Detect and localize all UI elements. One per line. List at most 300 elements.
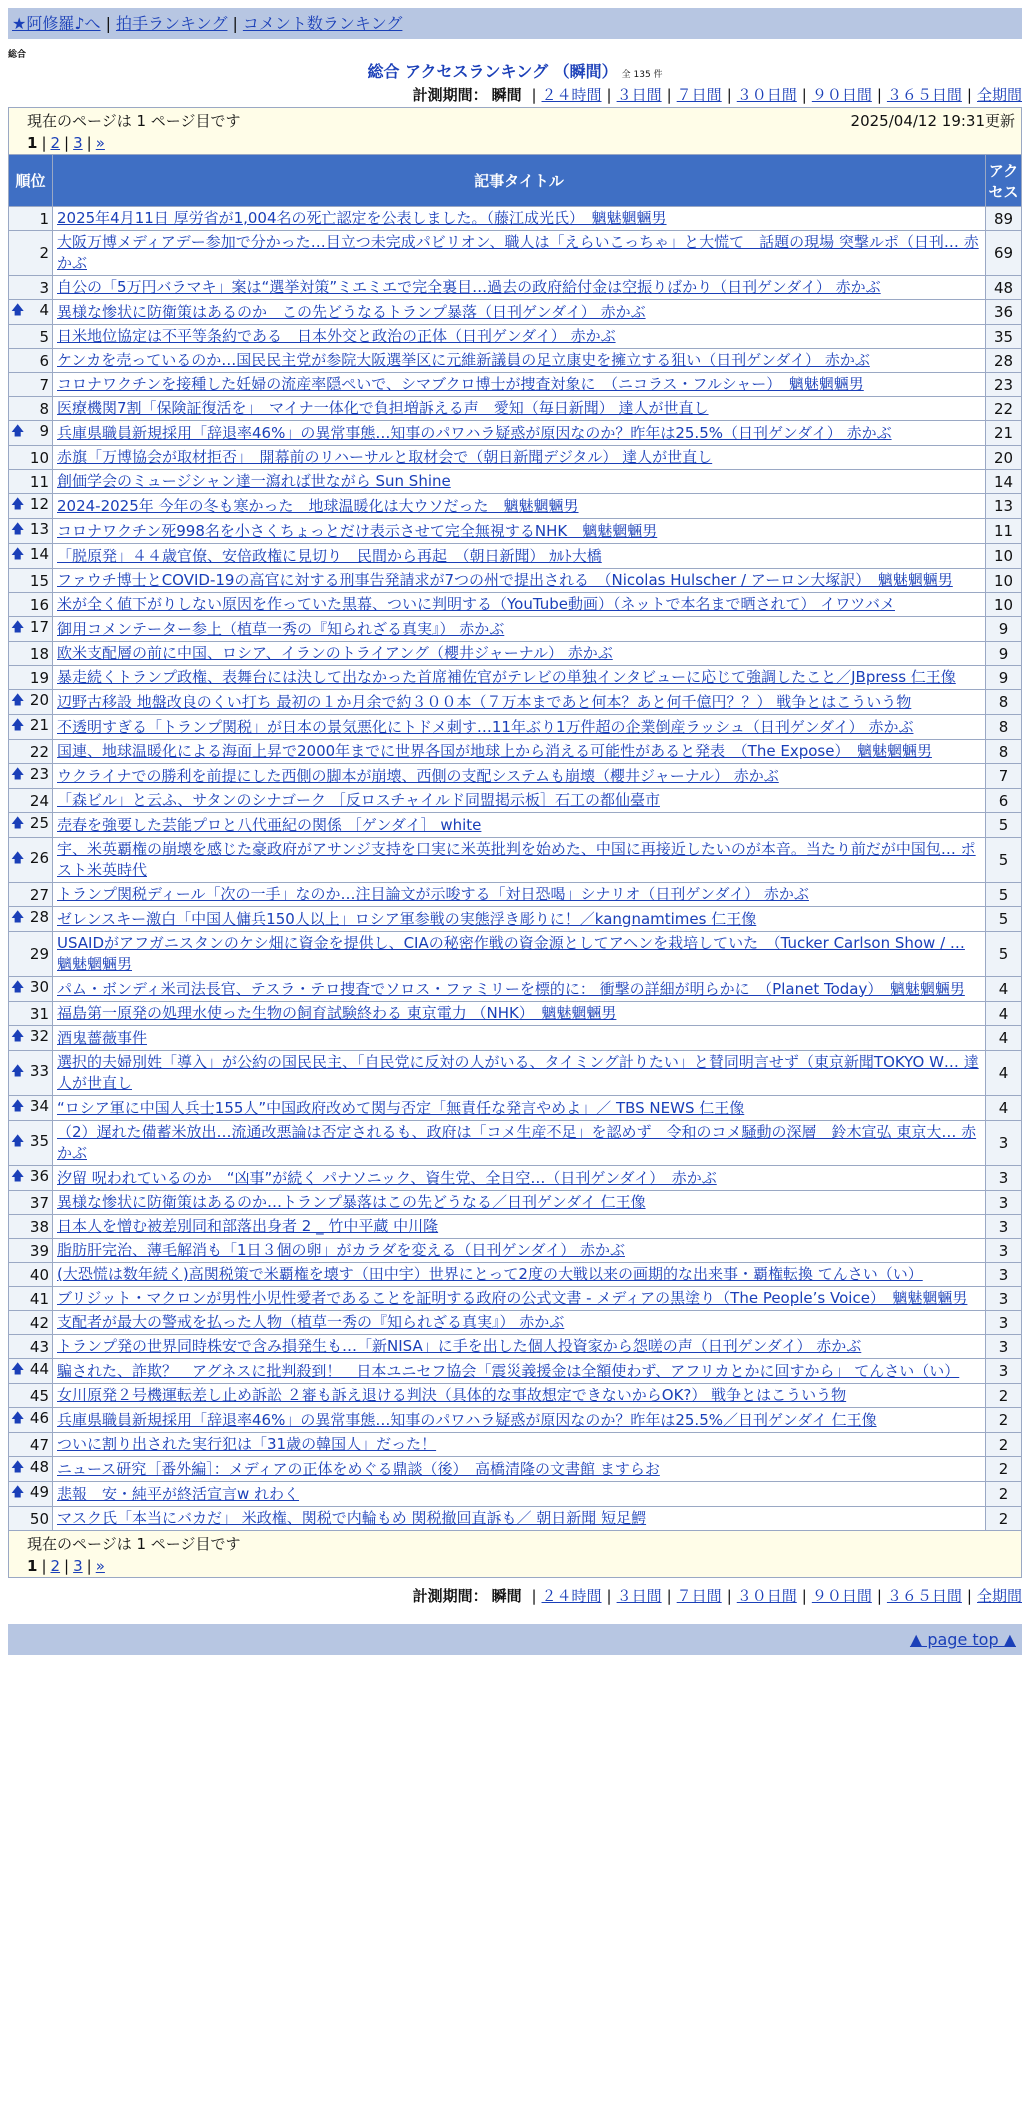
up-arrow-icon: 🡅 (11, 1362, 25, 1377)
title-cell (53, 1335, 986, 1359)
title-cell (53, 1311, 986, 1335)
article-link[interactable]: 脂肪肝完治、薄毛解消も「1日３個の卵」がカラダを変える（日刊ゲンダイ） 赤かぶ (57, 1241, 625, 1259)
article-link[interactable]: トランプ関税ディール「次の一手」なのか…注目論文が示唆する「対日恐喝」シナリオ（日刊ゲンダイ） 赤かぶ (57, 885, 809, 903)
rank-number: 35 (29, 1132, 49, 1150)
article-link[interactable]: 異様な惨状に防衛策はあるのか…トランプ暴落はこの先どうなる／日刊ゲンダイ 仁王像 (57, 1193, 646, 1211)
period-link[interactable]: ３日間 (616, 1587, 662, 1605)
access-count: 69 (986, 231, 1022, 276)
access-count: 89 (986, 207, 1022, 231)
title-cell (53, 690, 986, 715)
pager-bottom (9, 1531, 1022, 1578)
article-link[interactable]: 自公の「5万円バラマキ」案は“選挙対策”ミエミエで完全裏目…過去の政府給付金は空振りばかり（日刊ゲンダイ） 赤かぶ (57, 278, 881, 296)
title-cell (53, 1215, 986, 1239)
period-link[interactable]: ３０日間 (736, 1587, 797, 1605)
article-link[interactable]: 欧米支配層の前に中国、ロシア、イランのトライアング（櫻井ジャーナル） 赤かぶ (57, 644, 613, 662)
period-separator: | (531, 86, 537, 104)
table-row (9, 1482, 1022, 1507)
article-link[interactable]: 宇、米英覇権の崩壊を感じた豪政府がアサンジ支持を口実に米英批判を始めた、中国に再接近したいのが本音。当たり前だが中国包… ポスト米英時代 (57, 840, 976, 879)
rank-number: 13 (29, 520, 49, 538)
rank-number: 33 (29, 1062, 49, 1080)
period-link[interactable]: ９０日間 (811, 1587, 872, 1605)
nav-separator: | (232, 14, 238, 33)
title-cell (53, 1408, 986, 1433)
period-label: 計測期間： (412, 86, 488, 104)
up-arrow-icon: 🡅 (11, 718, 25, 733)
title-cell (53, 1359, 986, 1384)
access-count: 36 (986, 300, 1022, 325)
rank-number: 6 (39, 351, 49, 370)
table-row (9, 666, 1022, 690)
up-arrow-icon: 🡅 (11, 620, 25, 635)
title-cell (53, 1384, 986, 1408)
rank-cell (9, 1239, 53, 1263)
rank-cell (9, 1287, 53, 1311)
table-row (9, 764, 1022, 789)
rank-number: 23 (29, 765, 49, 783)
access-count: 14 (986, 470, 1022, 494)
pager-page-link[interactable]: 3 (73, 134, 83, 152)
period-current: 瞬間 (491, 1587, 522, 1605)
title-cell (53, 1433, 986, 1457)
rank-number: 50 (29, 1509, 49, 1528)
access-count: 5 (986, 838, 1022, 883)
article-link[interactable]: 「脱原発」４４歳官僚、安倍政権に見切り 民間から再起 （朝日新聞） ｶﾙﾄ大橋 (57, 546, 602, 565)
title-cell (53, 1002, 986, 1026)
title-cell (53, 666, 986, 690)
rank-number: 3 (39, 278, 49, 297)
rank-cell (9, 1359, 53, 1384)
article-link[interactable]: 辺野古移設 地盤改良のくい打ち 最初の１か月余で約３００本（７万本まであと何本？あと何千億円？？） 戦争とはこういう物 (57, 692, 912, 711)
up-arrow-icon: 🡅 (11, 980, 25, 995)
title-cell (53, 349, 986, 373)
up-arrow-icon: 🡅 (11, 522, 25, 537)
article-link[interactable]: ウクライナでの勝利を前提にした西側の脚本が崩壊、西側の支配システムも崩壊（櫻井ジャーナル） 赤かぶ (57, 766, 779, 785)
period-separator: | (606, 1587, 612, 1605)
rank-number: 20 (29, 691, 49, 709)
article-link[interactable]: 赤旗「万博協会が取材拒否」 開幕前のリハーサルと取材会で（朝日新聞デジタル） 達人が世直し (57, 448, 713, 466)
article-link[interactable]: 騙された、詐欺？ アグネスに批判殺到！ 日本ユニセフ協会「震災義援金は全額使わず、アフリカとかに回すから」 てんさい（い） (57, 1361, 960, 1380)
article-link[interactable]: ニュース研究［番外編］：メディアの正体をめぐる鼎談（後） 高橋清隆の文書館 ますらお (57, 1459, 660, 1478)
article-link[interactable]: 悲報 安・純平が終活宣言w れわく (57, 1484, 300, 1503)
pager-separator: | (86, 1557, 92, 1575)
article-link[interactable]: 医療機関7割「保険証復活を」 マイナ一体化で負担増訴える声 愛知（毎日新聞） 達人が世直し (57, 399, 709, 417)
rank-cell (9, 1433, 53, 1457)
article-link[interactable]: （2）遅れた備蓄米放出…流通改悪論は否定されるも、政府は「コメ生産不足」を認めず 令和のコメ騒動の深層 鈴木宣弘 東京大… 赤かぶ (57, 1123, 977, 1162)
period-label: 計測期間： (412, 1587, 488, 1605)
rank-number: 40 (29, 1265, 49, 1284)
article-link[interactable]: コロナワクチンを接種した妊婦の流産率隠ぺいで、シマブクロ博士が捜査対象に （ニコラス・フルシャー） 魑魅魍魎男 (57, 375, 864, 393)
pager-current-page: 1 (27, 134, 38, 152)
pager-page-link[interactable]: 2 (50, 134, 61, 152)
article-link[interactable]: トランプ発の世界同時株安で含み損発生も…「新NISA」に手を出した個人投資家から怨嗟の声（日刊ゲンダイ） 赤かぶ (57, 1337, 862, 1355)
article-link[interactable]: 日米地位協定は不平等条約である 日本外交と政治の正体（日刊ゲンダイ） 赤かぶ (57, 327, 616, 345)
pager-separator: | (64, 1557, 70, 1575)
rank-number: 26 (29, 849, 49, 867)
rank-number: 16 (29, 595, 49, 614)
article-link[interactable]: 米が全く値下がりしない原因を作っていた黒幕、ついに判明する（YouTube動画）（ネットで本名まで晒されて） イワツバメ (57, 595, 895, 613)
title-cell (53, 1287, 986, 1311)
page-title (8, 61, 1022, 83)
title-cell (53, 300, 986, 325)
title-cell (53, 932, 986, 977)
rank-cell (9, 907, 53, 932)
rank-number: 22 (29, 742, 49, 761)
table-row (9, 544, 1022, 569)
table-row (9, 446, 1022, 470)
table-row (9, 1263, 1022, 1287)
access-count: 4 (986, 977, 1022, 1002)
article-link[interactable]: 「森ビル」と云ふ、サタンのシナゴーク ［反ロスチャイルド同盟掲示板］石工の都仙臺市 (57, 791, 660, 809)
period-link[interactable]: ３日間 (616, 86, 662, 104)
up-arrow-icon: 🡅 (11, 816, 25, 831)
total-count: 全 135 件 (621, 70, 663, 80)
rank-cell (9, 715, 53, 740)
table-row (9, 421, 1022, 446)
up-arrow-icon: 🡅 (11, 1134, 25, 1149)
table-row (9, 690, 1022, 715)
rank-number: 11 (29, 472, 49, 491)
category-label: 総合 (8, 50, 27, 60)
period-separator: | (801, 1587, 807, 1605)
up-arrow-icon: 🡅 (11, 767, 25, 782)
table-row (9, 300, 1022, 325)
rank-cell (9, 617, 53, 642)
article-link[interactable]: USAIDがアフガニスタンのケシ畑に資金を提供し、CIAの秘密作戦の資金源としてアヘンを栽培していた （Tucker Carlson Show / … 魑魅魍魎男 (57, 934, 965, 973)
rank-cell (9, 470, 53, 494)
pager-status: 現在のページは 1 ページ目です (27, 1535, 241, 1553)
rank-number: 42 (29, 1313, 49, 1332)
rank-cell (9, 593, 53, 617)
rank-cell (9, 1384, 53, 1408)
page-top-link[interactable]: ▲ page top ▲ (909, 1630, 1016, 1649)
title-cell (53, 977, 986, 1002)
rank-cell (9, 1263, 53, 1287)
rank-number: 39 (29, 1241, 49, 1260)
period-separator: | (531, 1587, 537, 1605)
rank-cell (9, 740, 53, 764)
pager-current-page: 1 (27, 1557, 38, 1575)
rank-cell (9, 764, 53, 789)
article-link[interactable]: (大恐慌は数年続く)高関税策で米覇権を壊す（田中宇）世界にとって2度の大戦以来の画期的な出来事・覇権転換 てんさい（い） (57, 1265, 923, 1283)
title-cell (53, 1191, 986, 1215)
table-row (9, 932, 1022, 977)
title-cell (53, 1026, 986, 1051)
rank-number: 12 (29, 495, 49, 513)
period-link[interactable]: ９０日間 (811, 86, 872, 104)
comment-ranking-link[interactable]: コメント数ランキング (242, 14, 403, 33)
access-count: 3 (986, 1263, 1022, 1287)
rank-number: 27 (29, 885, 49, 904)
access-count: 28 (986, 349, 1022, 373)
access-count: 13 (986, 494, 1022, 519)
rank-number: 5 (39, 327, 49, 346)
article-link[interactable]: 暴走続くトランプ政権、表舞台には決して出なかった首席補佐官がテレビの単独インタビューに応じて強調したこと／JBpress 仁王像 (57, 668, 956, 686)
period-link[interactable]: ２４時間 (541, 1587, 602, 1605)
pager-next-link[interactable]: » (95, 1557, 105, 1575)
table-row (9, 231, 1022, 276)
article-link[interactable]: 2024-2025年 今年の冬も寒かった 地球温暖化は大ウソだった 魑魅魍魎男 (57, 496, 579, 515)
rank-number: 48 (29, 1458, 49, 1476)
rank-number: 43 (29, 1337, 49, 1356)
rank-cell (9, 397, 53, 421)
rank-number: 4 (39, 301, 49, 319)
title-cell (53, 740, 986, 764)
clap-ranking-link[interactable]: 拍手ランキング (115, 14, 228, 33)
rank-number: 17 (29, 618, 49, 636)
rank-cell (9, 231, 53, 276)
article-link[interactable]: “ロシア軍に中国人兵士155人”中国政府改めて関与否定「無責任な発言やめよ」／ TBS NEWS 仁王像 (57, 1098, 745, 1117)
up-arrow-icon: 🡅 (11, 1064, 25, 1079)
rank-cell (9, 1507, 53, 1531)
access-count: 2 (986, 1507, 1022, 1531)
title-cell (53, 470, 986, 494)
home-link[interactable]: ★阿修羅♪へ (12, 14, 101, 33)
title-cell (53, 907, 986, 932)
period-link[interactable]: ３６５日間 (886, 86, 962, 104)
table-row (9, 1002, 1022, 1026)
pager-separator: | (41, 134, 47, 152)
rank-number: 7 (39, 375, 49, 394)
rank-cell (9, 446, 53, 470)
updated-time: 2025/04/12 19:31更新 (850, 112, 1015, 130)
article-link[interactable]: コロナワクチン死998名を小さくちょっとだけ表示させて完全無視するNHK 魑魅魍魎男 (57, 521, 658, 540)
access-count: 10 (986, 569, 1022, 593)
table-row (9, 1026, 1022, 1051)
title-cell (53, 1507, 986, 1531)
table-row (9, 789, 1022, 813)
table-row (9, 1051, 1022, 1096)
up-arrow-icon: 🡅 (11, 303, 25, 318)
table-row (9, 593, 1022, 617)
period-link[interactable]: ２４時間 (541, 86, 602, 104)
table-row (9, 1408, 1022, 1433)
pager-status: 現在のページは 1 ページ目です (27, 112, 241, 130)
title-cell (53, 231, 986, 276)
title-cell (53, 1096, 986, 1121)
article-link[interactable]: 不透明すぎる「トランプ関税」が日本の景気悪化にトドメ刺す…11年ぶり1万件超の企業倒産ラッシュ（日刊ゲンダイ） 赤かぶ (57, 717, 914, 736)
title-cell (53, 1263, 986, 1287)
article-link[interactable]: 売春を強要した芸能プロと八代亜紀の関係 ［ゲンダイ］ white (57, 815, 482, 834)
column-access: アクセス (986, 155, 1022, 207)
period-link[interactable]: ３０日間 (736, 86, 797, 104)
period-separator: | (606, 86, 612, 104)
period-selector-bottom (8, 1584, 1022, 1608)
period-link[interactable]: ７日間 (676, 86, 722, 104)
title-cell (53, 1121, 986, 1166)
access-count: 9 (986, 642, 1022, 666)
table-row (9, 1239, 1022, 1263)
access-count: 3 (986, 1239, 1022, 1263)
access-count: 4 (986, 1051, 1022, 1096)
access-count: 8 (986, 740, 1022, 764)
table-row (9, 838, 1022, 883)
rank-number: 38 (29, 1217, 49, 1236)
table-row (9, 642, 1022, 666)
table-row (9, 715, 1022, 740)
top-nav-bar (8, 8, 1022, 39)
pager-separator: | (41, 1557, 47, 1575)
title-cell (53, 207, 986, 231)
title-cell (53, 642, 986, 666)
access-count: 3 (986, 1166, 1022, 1191)
article-link[interactable]: 国連、地球温暖化による海面上昇で2000年までに世界各国が地球上から消える可能性があると発表 （The Expose） 魑魅魍魎男 (57, 742, 932, 760)
table-row (9, 373, 1022, 397)
article-link[interactable]: 選択的夫婦別姓「導入」が公約の国民民主、「自民党に反対の人がいる、タイミング計りたい」と賛同明言せず（東京新聞TOKYO W… 達人が世直し (57, 1053, 979, 1092)
title-cell (53, 1239, 986, 1263)
access-count: 3 (986, 1311, 1022, 1335)
rank-number: 2 (39, 244, 49, 262)
up-arrow-icon: 🡅 (11, 497, 25, 512)
article-link[interactable]: 女川原発２号機運転差し止め訴訟 ２審も訴え退ける判決（具体的な事故想定できないからOK?） 戦争とはこういう物 (57, 1386, 847, 1404)
access-count: 21 (986, 421, 1022, 446)
rank-number: 37 (29, 1193, 49, 1212)
access-count: 9 (986, 666, 1022, 690)
rank-number: 29 (29, 945, 49, 963)
rank-cell (9, 1051, 53, 1096)
table-row (9, 813, 1022, 838)
rank-cell (9, 544, 53, 569)
table-row (9, 1215, 1022, 1239)
title-cell (53, 1457, 986, 1482)
ranking-title: 総合 アクセスランキング （瞬間） (367, 62, 618, 81)
article-link[interactable]: マスク氏「本当にバカだ」 米政権、関税で内輪もめ 関税撤回直訴も／ 朝日新聞 短足鰐 (57, 1509, 647, 1527)
rank-number: 18 (29, 644, 49, 663)
title-cell (53, 1166, 986, 1191)
up-arrow-icon: 🡅 (11, 1099, 25, 1114)
access-count: 4 (986, 1096, 1022, 1121)
rank-cell (9, 838, 53, 883)
article-link[interactable]: 支配者が最大の警戒を払った人物（植草一秀の『知られざる真実』） 赤かぶ (57, 1313, 565, 1331)
rank-cell (9, 569, 53, 593)
article-link[interactable]: 日本人を憎む被差別同和部落出身者 2 _ 竹中平蔵 中川隆 (57, 1217, 439, 1235)
rank-cell (9, 1166, 53, 1191)
article-link[interactable]: ついに割り出された実行犯は「31歳の韓国人」だった！ (57, 1435, 437, 1453)
rank-cell (9, 276, 53, 300)
period-separator: | (876, 86, 882, 104)
table-row (9, 1311, 1022, 1335)
table-row (9, 349, 1022, 373)
rank-number: 49 (29, 1483, 49, 1501)
article-link[interactable]: 御用コメンテーター参上（植草一秀の『知られざる真実』） 赤かぶ (57, 619, 505, 638)
rank-cell (9, 325, 53, 349)
article-link[interactable]: ゼレンスキー激白「中国人傭兵150人以上」ロシア軍参戦の実態浮き彫りに！／kangnamtimes 仁王像 (57, 909, 757, 928)
up-arrow-icon: 🡅 (11, 424, 25, 439)
period-link[interactable]: ３６５日間 (886, 1587, 962, 1605)
article-link[interactable]: 異様な惨状に防衛策はあるのか この先どうなるトランプ暴落（日刊ゲンダイ） 赤かぶ (57, 302, 646, 321)
rank-cell (9, 1482, 53, 1507)
article-link[interactable]: 2025年4月11日 厚労省が1,004名の死亡認定を公表しました。（藤江成光氏） 魑魅魍魎男 (57, 209, 667, 227)
table-row (9, 1191, 1022, 1215)
rank-cell (9, 349, 53, 373)
pager-page-link[interactable]: 2 (50, 1557, 61, 1575)
table-row (9, 1335, 1022, 1359)
period-link[interactable]: 全期間 (976, 1587, 1022, 1605)
rank-cell (9, 494, 53, 519)
rank-cell (9, 883, 53, 907)
up-arrow-icon: 🡅 (11, 1485, 25, 1500)
access-count: 2 (986, 1408, 1022, 1433)
period-link[interactable]: 全期間 (976, 86, 1022, 104)
title-cell (53, 838, 986, 883)
article-link[interactable]: ファウチ博士とCOVID-19の高官に対する刑事告発請求が7つの州で提出される （Nicolas Hulscher / アーロン大塚訳） 魑魅魍魎男 (57, 571, 953, 589)
rank-cell (9, 789, 53, 813)
period-separator: | (966, 86, 972, 104)
title-cell (53, 446, 986, 470)
period-link[interactable]: ７日間 (676, 1587, 722, 1605)
table-row (9, 1287, 1022, 1311)
up-arrow-icon: 🡅 (11, 851, 25, 866)
article-link[interactable]: 大阪万博メディアデー参加で分かった…目立つ未完成パビリオン、職人は「えらいこっちゃ」と大慌て 話題の現場 突撃ルポ（日刊… 赤かぶ (57, 233, 979, 272)
table-row (9, 1121, 1022, 1166)
rank-number: 44 (29, 1360, 49, 1378)
title-cell (53, 883, 986, 907)
article-link[interactable]: 兵庫県職員新規採用「辞退率46%」の異常事態…知事のパワハラ疑惑が原因なのか？昨年は25.5%／日刊ゲンダイ 仁王像 (57, 1410, 877, 1429)
access-count: 5 (986, 883, 1022, 907)
rank-cell (9, 932, 53, 977)
ranking-table (8, 107, 1022, 1578)
article-link[interactable]: 酒鬼薔薇事件 (57, 1028, 148, 1047)
rank-cell (9, 1096, 53, 1121)
table-row (9, 907, 1022, 932)
rank-cell (9, 1026, 53, 1051)
access-count: 10 (986, 593, 1022, 617)
table-row (9, 1384, 1022, 1408)
access-count: 5 (986, 907, 1022, 932)
period-separator: | (666, 86, 672, 104)
rank-number: 1 (39, 209, 49, 228)
rank-cell (9, 813, 53, 838)
table-row (9, 494, 1022, 519)
title-cell (53, 1051, 986, 1096)
pager-page-link[interactable]: 3 (73, 1557, 83, 1575)
title-cell (53, 593, 986, 617)
pager-next-link[interactable]: » (95, 134, 105, 152)
title-cell (53, 569, 986, 593)
rank-number: 41 (29, 1289, 49, 1308)
article-link[interactable]: パム・ボンディ米司法長官、テスラ・テロ捜査でソロス・ファミリーを標的に： 衝撃の詳細が明らかに （Planet Today） 魑魅魍魎男 (57, 979, 965, 998)
access-count: 8 (986, 715, 1022, 740)
rank-cell (9, 1191, 53, 1215)
rank-number: 28 (29, 908, 49, 926)
article-link[interactable]: 汐留 呪われているのか “凶事”が続く パナソニック、資生党、全日空…（日刊ゲンダイ） 赤かぶ (57, 1168, 717, 1187)
access-count: 5 (986, 932, 1022, 977)
up-arrow-icon: 🡅 (11, 1460, 25, 1475)
period-separator: | (726, 1587, 732, 1605)
pager-separator: | (64, 134, 70, 152)
access-count: 2 (986, 1482, 1022, 1507)
title-cell (53, 397, 986, 421)
access-count: 6 (986, 789, 1022, 813)
table-row (9, 1457, 1022, 1482)
rank-cell (9, 1408, 53, 1433)
article-link[interactable]: 福島第一原発の処理水使った生物の飼育試験終わる 東京電力 （NHK） 魑魅魍魎男 (57, 1004, 617, 1022)
nav-separator: | (105, 14, 111, 33)
title-cell (53, 813, 986, 838)
article-link[interactable]: 兵庫県職員新規採用「辞退率46%」の異常事態…知事のパワハラ疑惑が原因なのか？昨年は25.5%（日刊ゲンダイ） 赤かぶ (57, 423, 892, 442)
period-separator: | (876, 1587, 882, 1605)
article-link[interactable]: 創価学会のミュージシャン達一瀉れば世ながら Sun Shine (57, 472, 451, 490)
period-separator: | (801, 86, 807, 104)
article-link[interactable]: ブリジット・マクロンが男性小児性愛者であることを証明する政府の公式文書 - メディアの黒塗り（The People’s Voice） 魑魅魍魎男 (57, 1289, 968, 1307)
period-separator: | (966, 1587, 972, 1605)
rank-cell (9, 1121, 53, 1166)
table-row (9, 977, 1022, 1002)
access-count: 10 (986, 544, 1022, 569)
rank-number: 19 (29, 668, 49, 687)
access-count: 20 (986, 446, 1022, 470)
rank-cell (9, 642, 53, 666)
article-link[interactable]: ケンカを売っているのか…国民民主党が参院大阪選挙区に元維新議員の足立康史を擁立する狙い（日刊ゲンダイ） 赤かぶ (57, 351, 870, 369)
